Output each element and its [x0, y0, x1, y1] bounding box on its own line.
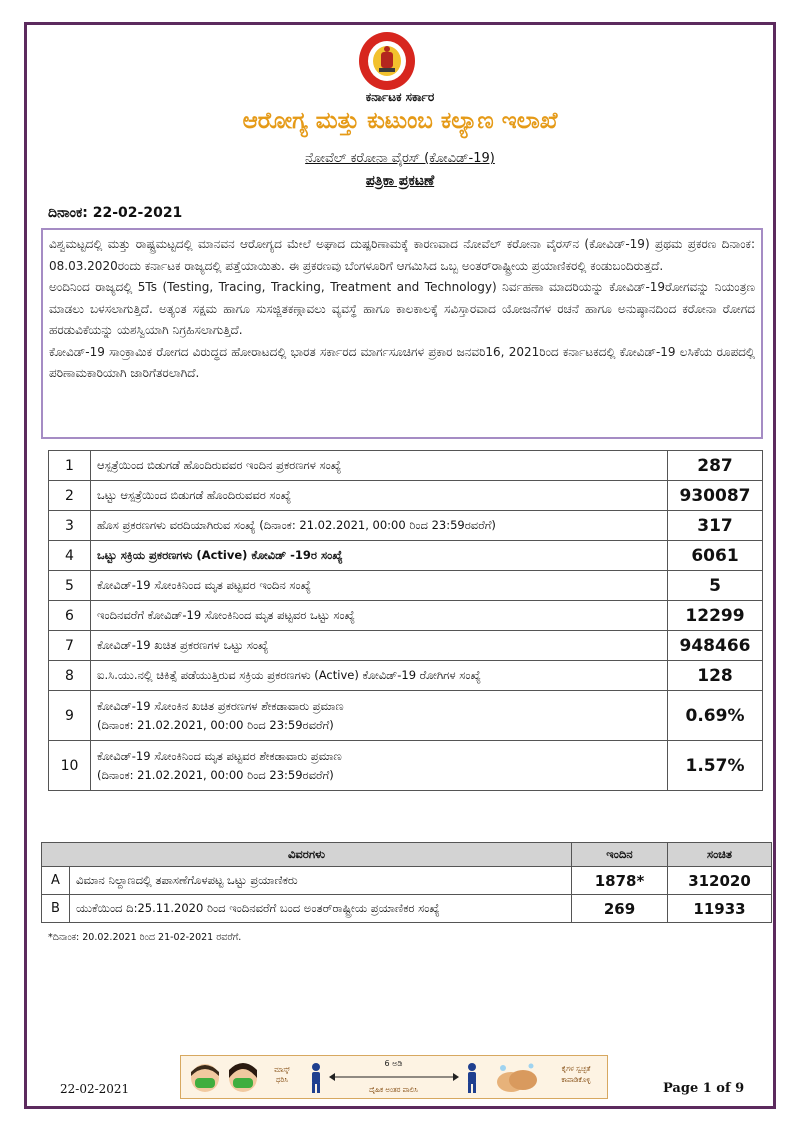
- table-row: [49, 601, 763, 631]
- row-total-value: 11933: [668, 895, 772, 923]
- row-description: ಕೋವಿಡ್-19 ಖಚಿತ ಪ್ರಕರಣಗಳ ಒಟ್ಟು ಸಂಖ್ಯೆ: [91, 631, 668, 661]
- intro-box: [41, 228, 763, 439]
- intro-paragraph-2: ಅಂದಿನಿಂದ ರಾಜ್ಯದಲ್ಲಿ 5Ts (Testing, Tracing, Tracking, Treatment and Technology) ನಿರ್ವಹಣಾ ಮಾದರಿಯನ್ನು ಕೋವಿಡ್-19ರೋಗವನ್ನು ನಿಯಂತ್ರಣ ಮಾಡಲು ಬಳಸಲಾಗುತ್ತಿದೆ. ಅತ್ಯಂತ ಸಕ್ಷಮ ಹಾಗೂ ಸುಸಜ್ಜಿತಕಣ್ಗಾವಲು ವ್ಯವಸ್ಥೆ ಹಾಗೂ ಕಾಲಕಾಲಕ್ಕೆ ಸವಿಸ್ತಾರವಾದ ಯೋಜನೆಗಳ ರಚನೆ ಹಾಗೂ ಅನುಷ್ಠಾನದಿಂದ ಕರೋನಾ ರೋಗದ ಹರಡುವಿಕೆಯನ್ನು ಯಶಸ್ವಿಯಾಗಿ ನಿಗ್ರಹಿಸಲಾಗುತ್ತಿದೆ.: [49, 280, 755, 337]
- row-letter: A: [42, 867, 70, 895]
- table-row: [49, 451, 763, 481]
- row-value: 287: [668, 451, 763, 481]
- traveller-table: [41, 842, 772, 923]
- row-value: 5: [668, 571, 763, 601]
- mask-label: ಮಾಸ್ಕ್ ಧರಿಸಿ: [274, 1066, 290, 1084]
- row-description: ಒಟ್ಟು ಆಸ್ಪತ್ರೆಯಿಂದ ಬಿಡುಗಡೆ ಹೊಂದಿರುವವರ ಸಂಖ್ಯೆ: [91, 481, 668, 511]
- table-row: [49, 631, 763, 661]
- row-number: 2: [49, 481, 91, 511]
- table-row: [49, 511, 763, 541]
- row-description: ಆಸ್ಪತ್ರೆಯಿಂದ ಬಿಡುಗಡೆ ಹೊಂದಿರುವವರ ಇಂದಿನ ಪ್ರಕರಣಗಳ ಸಂಖ್ಯೆ: [91, 451, 668, 481]
- row-description: ಕೋವಿಡ್-19 ಸೋಂಕಿನಿಂದ ಮೃತ ಪಟ್ಟವರ ಶೇಕಡಾವಾರು ಪ್ರಮಾಣ: [97, 748, 342, 763]
- table-row: [49, 481, 763, 511]
- row-number: 3: [49, 511, 91, 541]
- person-icon: [465, 1062, 479, 1094]
- virus-title: ನೋವೆಲ್ ಕರೋನಾ ವೈರಸ್ (ಕೋವಿಡ್-19): [305, 151, 495, 166]
- karnataka-emblem-icon: [345, 30, 429, 92]
- hand-wash-icon: [493, 1060, 541, 1096]
- row-date-range: (ದಿನಾಂಕ: 21.02.2021, 00:00 ರಿಂದ 23:59ರವರೆಗೆ): [97, 767, 334, 782]
- row-value: 12299: [668, 601, 763, 631]
- table-row: [49, 541, 763, 571]
- row-value: 1.57%: [668, 741, 763, 791]
- table-row: [49, 571, 763, 601]
- state-name: ಕರ್ನಾಟಕ ಸರ್ಕಾರ: [365, 90, 435, 104]
- hand-wash-label: ಕೈಗಳ ಸ್ವಚ್ಛತೆ ಕಾಪಾಡಿಕೊಳ್ಳಿ: [561, 1065, 591, 1084]
- table-row: [49, 691, 763, 741]
- row-description: ಯುಕೆಯಿಂದ ದಿ:25.11.2020 ರಿಂದ ಇಂದಿನವರೆಗೆ ಬಂದ ಅಂತರ್‌ರಾಷ್ಟ್ರೀಯ ಪ್ರಯಾಣಿಕರ ಸಂಖ್ಯೆ: [70, 895, 572, 923]
- distance-label: ದೈಹಿಕ ಅಂತರ ಪಾಲಿಸಿ: [369, 1086, 418, 1094]
- distance-arrow-icon: [329, 1072, 459, 1082]
- row-description-cell: [91, 691, 668, 741]
- release-date: ದಿನಾಂಕ: 22-02-2021: [48, 205, 183, 221]
- row-description-cell: [91, 741, 668, 791]
- row-description: ಒಟ್ಟು ಸಕ್ರಿಯ ಪ್ರಕರಣಗಳು (Active) ಕೋವಿಡ್ -19ರ ಸಂಖ್ಯೆ: [91, 541, 668, 571]
- row-total-value: 312020: [668, 867, 772, 895]
- row-value: 128: [668, 661, 763, 691]
- row-today-value: 269: [572, 895, 668, 923]
- header-details: ವಿವರಗಳು: [42, 843, 572, 867]
- intro-paragraph-3: ಕೋವಿಡ್-19 ಸಾಂಕ್ರಾಮಿಕ ರೋಗದ ವಿರುದ್ಧದ ಹೋರಾಟದಲ್ಲಿ ಭಾರತ ಸರ್ಕಾರದ ಮಾರ್ಗಸೂಚಿಗಳ ಪ್ರಕಾರ ಜನವರಿ16, 2021ರಿಂದ ಕರ್ನಾಟಕದಲ್ಲಿ ಕೋವಿಡ್-19 ಲಸಿಕೆಯ ರೂಪದಲ್ಲಿ ಪರಿಣಾಮಕಾರಿಯಾಗಿ ಜಾರಿಗೆತರಲಾಗಿದೆ.: [49, 344, 755, 380]
- press-release-title: ಪತ್ರಿಕಾ ಪ್ರಕಟಣೆ: [365, 173, 435, 189]
- row-number: 7: [49, 631, 91, 661]
- row-number: 1: [49, 451, 91, 481]
- row-value: 948466: [668, 631, 763, 661]
- row-value: 930087: [668, 481, 763, 511]
- distance-value: 6 ಅಡಿ: [384, 1059, 403, 1068]
- row-value: 0.69%: [668, 691, 763, 741]
- person-icon: [309, 1062, 323, 1094]
- footer-date: 22-02-2021: [60, 1082, 130, 1096]
- table-row: [42, 867, 772, 895]
- row-today-value: 1878*: [572, 867, 668, 895]
- department-title: ಆರೋಗ್ಯ ಮತ್ತು ಕುಟುಂಬ ಕಲ್ಯಾಣ ಇಲಾಖೆ: [242, 108, 558, 134]
- table-row: [42, 895, 772, 923]
- row-description: ಇಂದಿನವರೆಗೆ ಕೋವಿಡ್-19 ಸೋಂಕಿನಿಂದ ಮೃತ ಪಟ್ಟವರ ಒಟ್ಟು ಸಂಖ್ಯೆ: [91, 601, 668, 631]
- row-description: ವಿಮಾನ ನಿಲ್ದಾಣದಲ್ಲಿ ತಪಾಸಣೆಗೊಳಪಟ್ಟ ಒಟ್ಟು ಪ್ರಯಾಣಿಕರು: [70, 867, 572, 895]
- row-value: 317: [668, 511, 763, 541]
- row-number: 10: [49, 741, 91, 791]
- header-total: ಸಂಚಿತ: [668, 843, 772, 867]
- page-number: Page 1 of 9: [663, 1081, 745, 1096]
- row-description: ಐ.ಸಿ.ಯು.ನಲ್ಲಿ ಚಿಕಿತ್ಸೆ ಪಡೆಯುತ್ತಿರುವ ಸಕ್ರಿಯ ಪ್ರಕರಣಗಳು (Active) ಕೋವಿಡ್-19 ರೋಗಿಗಳ ಸಂಖ್ಯೆ: [91, 661, 668, 691]
- row-value: 6061: [668, 541, 763, 571]
- row-number: 9: [49, 691, 91, 741]
- row-number: 4: [49, 541, 91, 571]
- row-description: ಕೋವಿಡ್-19 ಸೋಂಕಿನ ಖಚಿತ ಪ್ರಕರಣಗಳ ಶೇಕಡಾವಾರು ಪ್ರಮಾಣ: [97, 698, 344, 713]
- table-row: [49, 741, 763, 791]
- covid-stats-table: [48, 450, 763, 791]
- row-number: 8: [49, 661, 91, 691]
- header-today: ಇಂದಿನ: [572, 843, 668, 867]
- row-date-range: (ದಿನಾಂಕ: 21.02.2021, 00:00 ರಿಂದ 23:59ರವರೆಗೆ): [97, 717, 334, 732]
- table-row: [49, 661, 763, 691]
- footnote: *ದಿನಾಂಕ: 20.02.2021 ರಿಂದ 21-02-2021 ರವರೆಗೆ.: [48, 932, 242, 943]
- face-mask-icon: [187, 1060, 263, 1096]
- row-number: 6: [49, 601, 91, 631]
- table-header-row: [42, 843, 772, 867]
- safety-banner: [180, 1055, 608, 1099]
- row-description: ಕೋವಿಡ್-19 ಸೋಂಕಿನಿಂದ ಮೃತ ಪಟ್ಟವರ ಇಂದಿನ ಸಂಖ್ಯೆ: [91, 571, 668, 601]
- intro-paragraph-1: ವಿಶ್ವಮಟ್ಟದಲ್ಲಿ ಮತ್ತು ರಾಷ್ಟ್ರಮಟ್ಟದಲ್ಲಿ ಮಾನವನ ಆರೋಗ್ಯದ ಮೇಲೆ ಅಘಾದ ದುಷ್ಪರಿಣಾಮಕ್ಕೆ ಕಾರಣವಾದ ನೋವೆಲ್ ಕರೋನಾ ವೈರಸ್‌ನ (ಕೋವಿಡ್-19) ಪ್ರಥಮ ಪ್ರಕರಣ ದಿನಾಂಕ: 08.03.2020ರಂದು ಕರ್ನಾಟಕ ರಾಜ್ಯದಲ್ಲಿ ಪತ್ತೆಯಾಯಿತು. ಈ ಪ್ರಕರಣವು ಬೆಂಗಳೂರಿಗೆ ಆಗಮಿಸಿದ ಒಬ್ಬ ಅಂತರ್‌ರಾಷ್ಟ್ರೀಯ ಪ್ರಯಾಣಿಕರಲ್ಲಿ ಕಂಡುಬಂದಿರುತ್ತದೆ.: [49, 237, 755, 273]
- row-number: 5: [49, 571, 91, 601]
- row-letter: B: [42, 895, 70, 923]
- row-description: ಹೊಸ ಪ್ರಕರಣಗಳು ವರದಿಯಾಗಿರುವ ಸಂಖ್ಯೆ (ದಿನಾಂಕ: 21.02.2021, 00:00 ರಿಂದ 23:59ರವರೆಗೆ): [91, 511, 668, 541]
